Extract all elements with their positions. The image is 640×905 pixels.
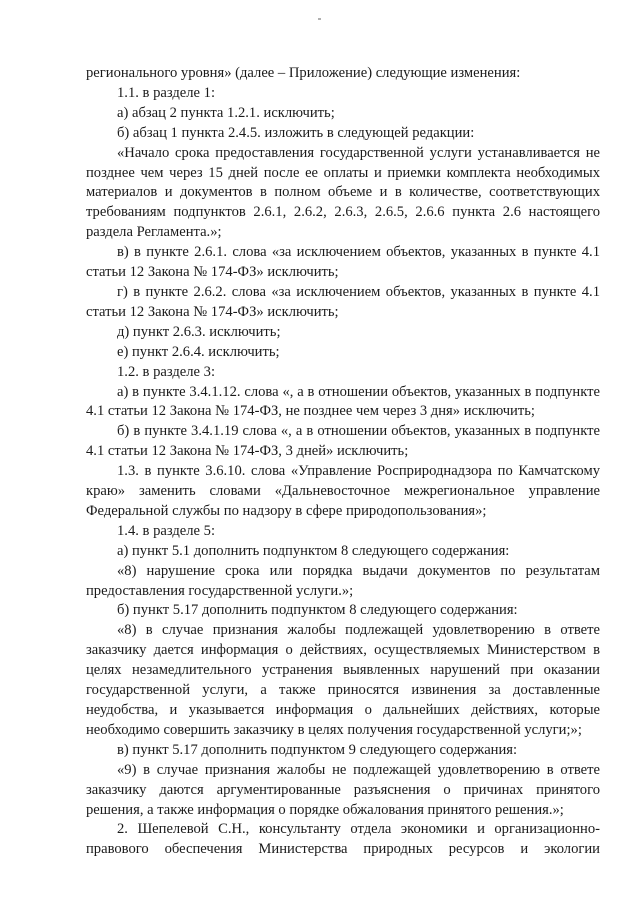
paragraph-1-2: 1.2. в разделе 3: <box>117 363 216 380</box>
paragraph-1-1-v: в) в пункте 2.6.1. слова «за исключением объектов, указанных в пункте 4.1 статьи 12 Закона № 174-ФЗ» исключить; <box>86 244 600 281</box>
paragraph-quote-8-5-17: «8) в случае признания жалобы подлежащей удовлетворению в ответе заказчику дается информация о действиях, осуществляемых Министерством в целях незамедлительного устранения выявленных нарушений при оказании государственной услуги, а также приносятся извинения за доставленные неудобства, и указывается информация о дальнейших действиях, которые необходимо совершить заказчику в целях получения государственной услуги;»; <box>86 622 600 738</box>
paragraph-1-3: 1.3. в пункте 3.6.10. слова «Управление Росприроднадзора по Камчатскому краю» заменить словами «Дальневосточное межрегиональное управление Федеральной службы по надзору в сфере природопользования»; <box>86 463 600 519</box>
paragraph-1-2-a: а) в пункте 3.4.1.12. слова «, а в отношении объектов, указанных в подпункте 4.1 статьи 12 Закона № 174-ФЗ, не позднее чем через 3 дня» исключить; <box>86 383 600 420</box>
paragraph-1-4-a: а) пункт 5.1 дополнить подпунктом 8 следующего содержания: <box>117 542 510 559</box>
paragraph-1-1-g: г) в пункте 2.6.2. слова «за исключением объектов, указанных в пункте 4.1 статьи 12 Закона № 174-ФЗ» исключить; <box>86 283 600 320</box>
paragraph-1-1-e: е) пункт 2.6.4. исключить; <box>117 343 280 360</box>
document-body <box>86 64 600 860</box>
paragraph-2: 2. Шепелевой С.Н., консультанту отдела экономики и организационно-правового обеспечения Министерства природных ресурсов и экологии <box>86 821 600 858</box>
paragraph-1-1: 1.1. в разделе 1: <box>117 84 216 101</box>
paragraph-1-1-d: д) пункт 2.6.3. исключить; <box>117 323 281 340</box>
paragraph-quote-2-4-5: «Начало срока предоставления государственной услуги устанавливается не позднее чем через 15 дней после ее оплаты и приемки комплекта необходимых материалов и документов в полном объеме и в количестве, соответствующих требованиям подпунктов 2.6.1, 2.6.2, 2.6.3, 2.6.5, 2.6.6 пункта 2.6 настоящего раздела Регламента.»; <box>86 144 600 241</box>
paragraph-1-1-b: б) абзац 1 пункта 2.4.5. изложить в следующей редакции: <box>117 124 475 141</box>
paragraph-continuation: регионального уровня» (далее – Приложение) следующие изменения: <box>86 65 521 81</box>
paragraph-1-4-v: в) пункт 5.17 дополнить подпунктом 9 следующего содержания: <box>117 741 518 758</box>
paragraph-1-2-b: б) в пункте 3.4.1.19 слова «, а в отношении объектов, указанных в подпункте 4.1 статьи 12 Закона № 174-ФЗ, 3 дней» исключить; <box>86 423 600 460</box>
paragraph-quote-9-5-17: «9) в случае признания жалобы не подлежащей удовлетворению в ответе заказчику даются аргументированные разъяснения о причинах принятого решения, а также информация о порядке обжалования принятого решения.»; <box>86 761 600 818</box>
paragraph-1-1-a: а) абзац 2 пункта 1.2.1. исключить; <box>117 104 335 121</box>
paragraph-1-4: 1.4. в разделе 5: <box>117 522 216 539</box>
scan-mark <box>318 18 321 20</box>
paragraph-quote-8-5-1: «8) нарушение срока или порядка выдачи документов по результатам предоставления государственной услуги.»; <box>86 562 600 599</box>
paragraph-1-4-b: б) пункт 5.17 дополнить подпунктом 8 следующего содержания: <box>117 602 518 619</box>
